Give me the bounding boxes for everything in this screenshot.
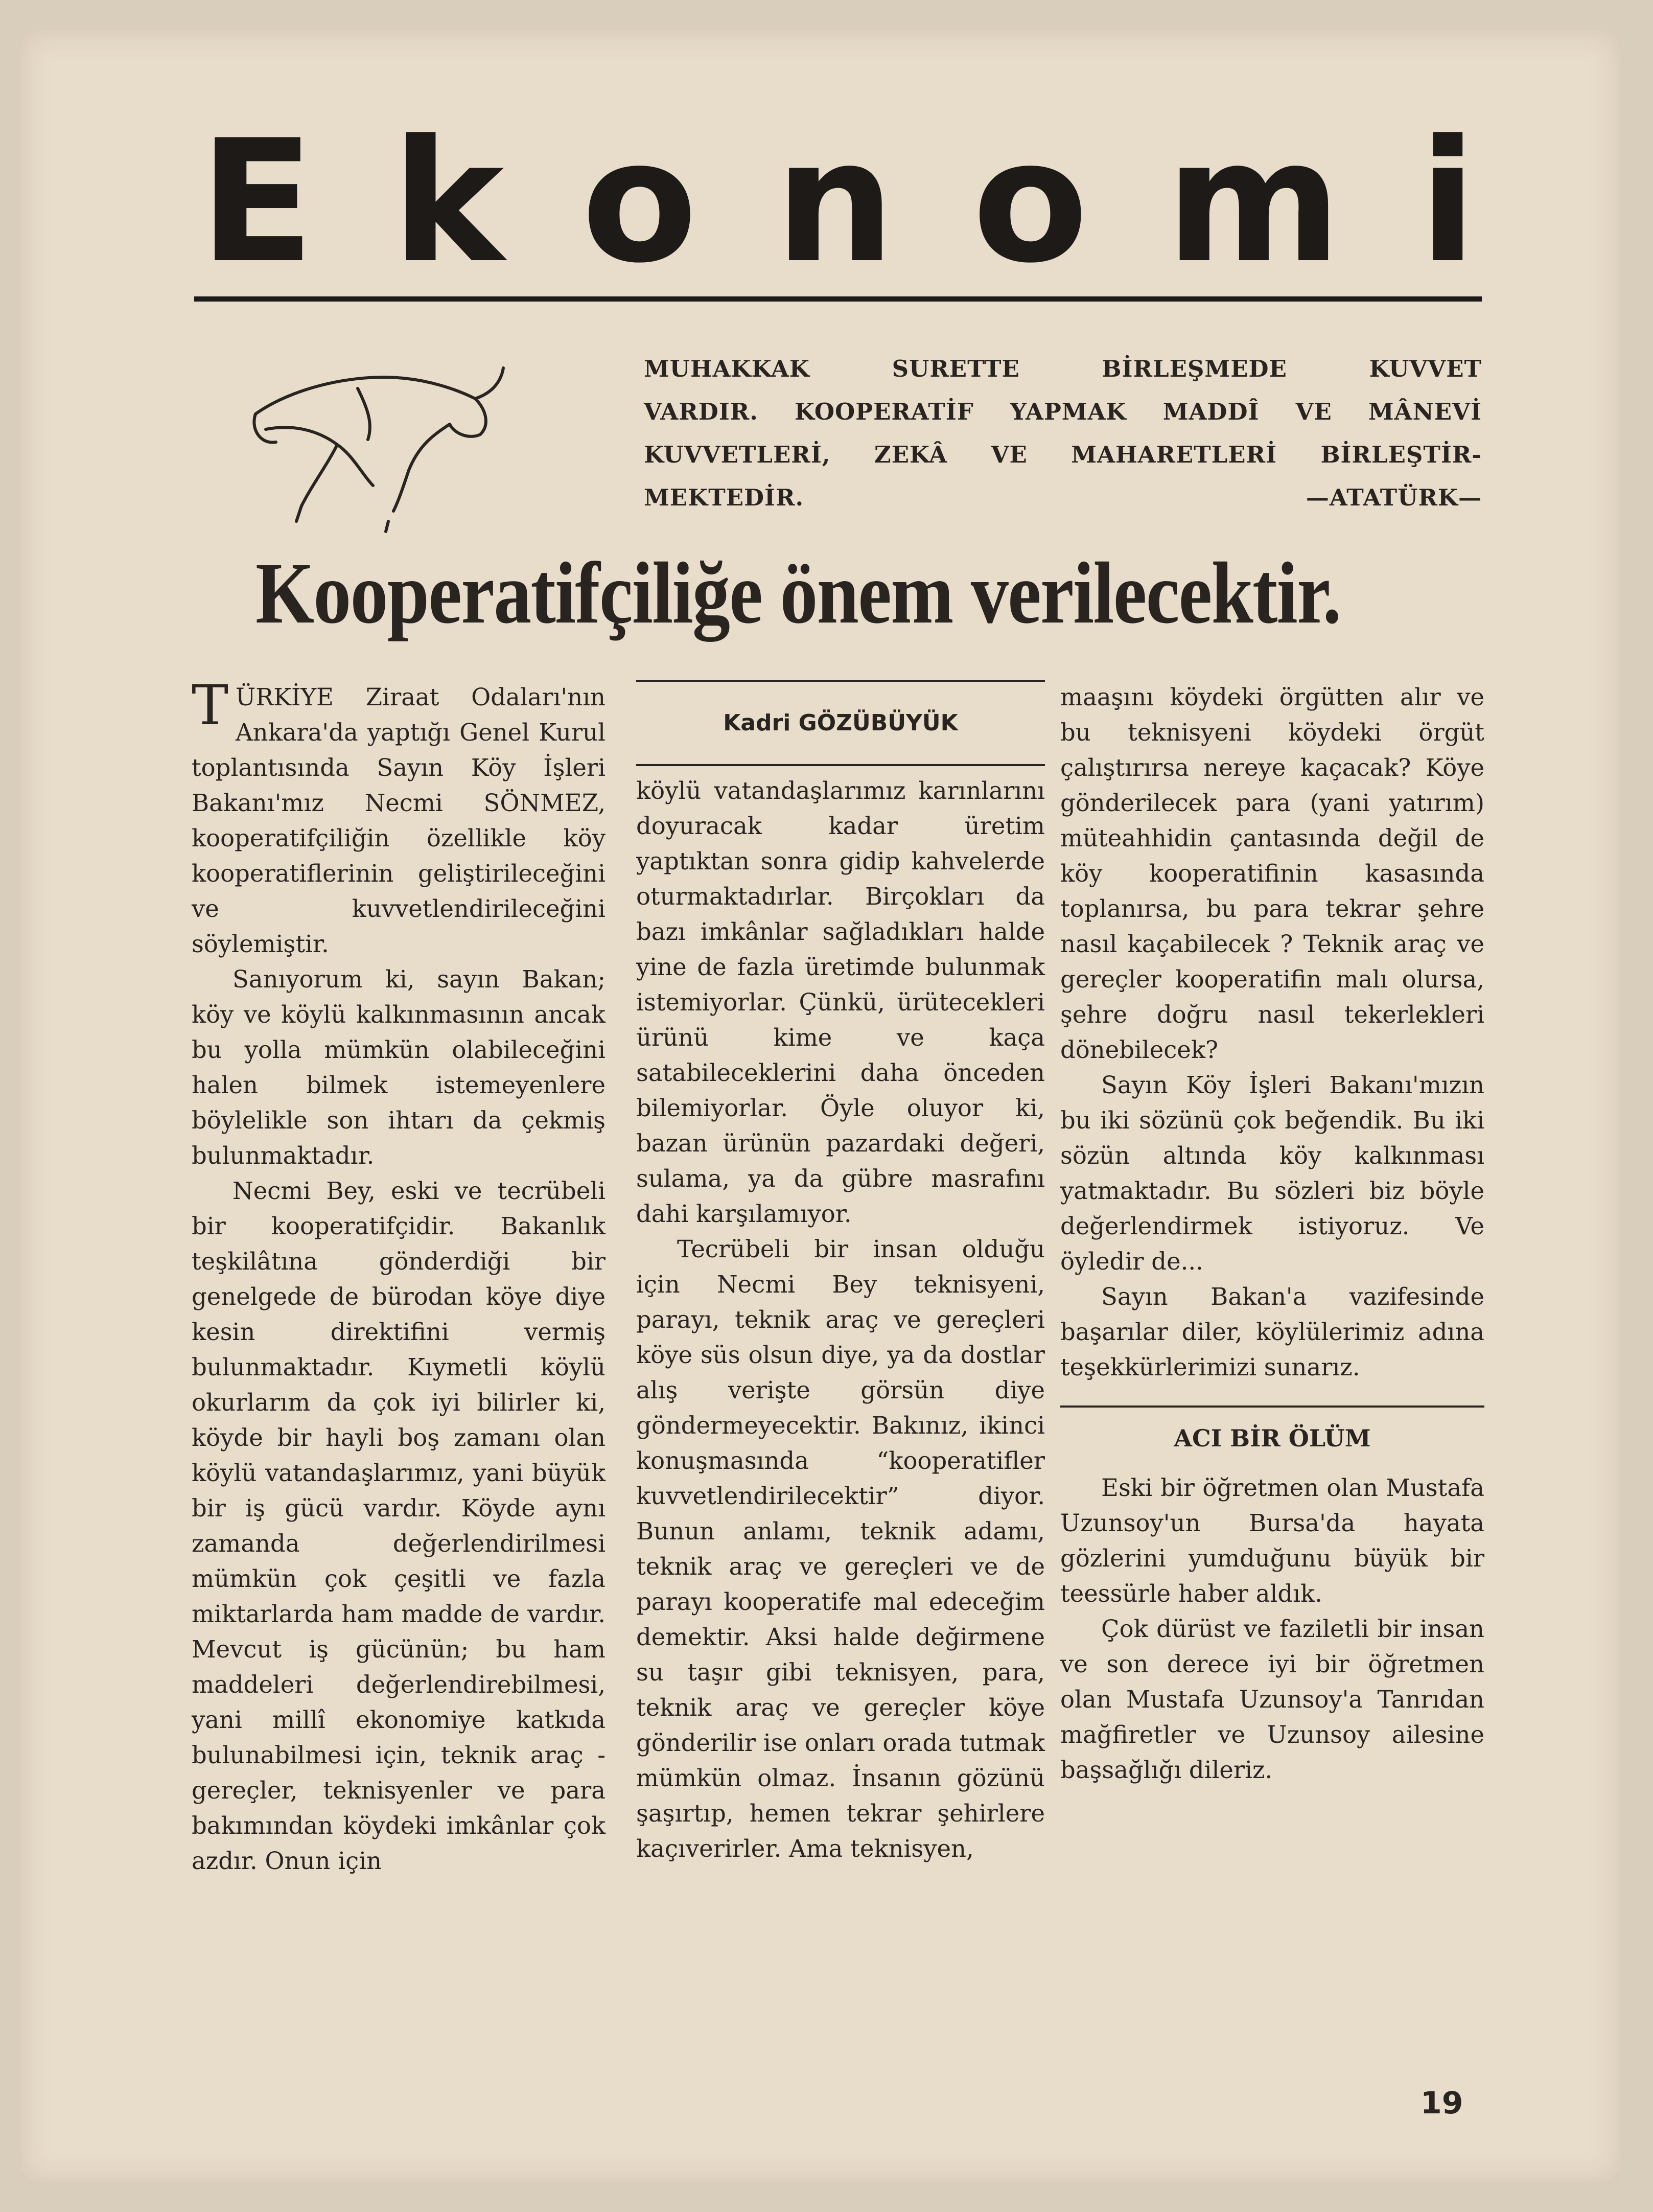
byline-rule-bottom	[636, 764, 1045, 766]
article-column-1	[192, 674, 606, 1879]
bull-illustration-icon	[235, 353, 521, 537]
paragraph: Çok dürüst ve faziletli bir insan ve son derece iyi bir öğretmen olan Mustafa Uzunsoy'a Tanrıdan mağfiretler ve Uzunsoy ailesine başsağlığı dileriz.	[1060, 1615, 1484, 1784]
section-letter: n	[775, 104, 895, 300]
quote-line: VARDIR. KOOPERATİF YAPMAK MADDÎ VE MÂNEVİ	[644, 398, 1482, 425]
section-letter: E	[199, 104, 315, 300]
section-letter: o	[581, 104, 697, 300]
author-byline: Kadri GÖZÜBÜYÜK	[723, 710, 958, 736]
obituary-title: ACI BİR ÖLÜM	[1174, 1424, 1371, 1452]
paragraph: maaşını köydeki örgütten alır ve bu teknisyeni köydeki örgüt çalıştırırsa nereye kaçacak? Köye gönderilecek para (yani yatırım) müteahhidin çantasında değil de köy kooperatifinin kasasında toplanırsa, bu para tekrar şehre nasıl kaçabilecek ? Teknik araç ve gereçler kooperatifin malı olursa, şehre doğru nasıl tekerlekleri dönebilecek?	[1060, 683, 1484, 1064]
paragraph: ÜRKİYE Ziraat Odaları'nın Ankara'da yaptığı Genel Kurul toplantısında Sayın Köy İşleri Bakanı'mız Necmi SÖNMEZ, kooperatifçiliğin özellikle köy kooperatiflerinin geliştirileceğini ve kuvvetlendirileceğini söylemiştir.	[192, 683, 606, 958]
section-title-underline	[194, 296, 1482, 302]
paragraph: Tecrübeli bir insan olduğu için Necmi Bey teknisyeni, parayı, teknik araç ve gereçleri köye süs olsun diye, ya da dostlar alış verişte görsün diye göndermeyecektir. Bakınız, ikinci konuşmasında “kooperatifler kuvvetlendirilecektir” diyor. Bunun anlamı, teknik adamı, teknik araç ve gereçleri ve de parayı kooperatife mal edeceğim demektir. Aksi halde değirmene su taşır gibi teknisyen, para, teknik araç ve gereçler köye gönderilir ise onları orada tutmak mümkün olmaz. İnsanın gözünü şaşırtıp, hemen tekrar şehirlere kaçıverirler. Ama teknisyen,	[636, 1235, 1045, 1862]
paragraph: Eski bir öğretmen olan Mustafa Uzunsoy'un Bursa'da hayata gözlerini yumduğunu büyük bir teessürle haber aldık.	[1060, 1474, 1484, 1607]
paragraph: Sayın Köy İşleri Bakanı'mızın bu iki sözünü çok beğendik. Bu iki sözün altında köy kalkınması yatmaktadır. Bu sözleri biz böyle değerlendirmek istiyoruz. Ve öyledir de...	[1060, 1071, 1484, 1275]
page-number: 19	[1421, 2085, 1463, 2121]
article-column-3	[1060, 680, 1484, 1788]
quote-line: MEKTEDİR.	[644, 484, 804, 511]
obituary-rule	[1060, 1405, 1484, 1408]
paragraph: Sayın Bakan'a vazifesinde başarılar diler, köylülerimiz adına teşekkürlerimizi sunarız.	[1060, 1283, 1484, 1381]
section-letter: m	[1166, 104, 1342, 300]
section-letter: k	[392, 104, 504, 300]
ataturk-quote	[644, 348, 1482, 476]
paragraph: köylü vatandaşlarımız karınlarını doyuracak kadar üretim yaptıktan sonra gidip kahvelerde oturmaktadırlar. Birçokları da bazı imkânlar sağladıkları halde yine de fazla üretimde bulunmak istemiyorlar. Çünkü, ürütecekleri ürünü kime ve kaça satabileceklerini daha önceden bilemiyorlar. Öyle oluyor ki, bazan ürünün pazardaki değeri, sulama, ya da gübre masrafını dahi karşılamıyor.	[636, 777, 1045, 1228]
article-column-2	[636, 680, 1045, 1867]
section-letter: o	[972, 104, 1088, 300]
section-title-ekonomi	[199, 104, 1477, 300]
quote-line: KUVVETLERİ, ZEKÂ VE MAHARETLERİ BİRLEŞTİR-	[644, 441, 1482, 468]
paragraph: Sanıyorum ki, sayın Bakan; köy ve köylü kalkınmasının ancak bu yolla mümkün olabileceğini halen bilmek istemeyenlere böylelikle son ihtarı da çekmiş bulunmaktadır.	[192, 965, 606, 1169]
byline-rule-top	[636, 680, 1045, 682]
section-letter: i	[1418, 104, 1477, 300]
quote-line: MUHAKKAK SURETTE BİRLEŞMEDE KUVVET	[644, 355, 1482, 382]
paragraph: Necmi Bey, eski ve tecrübeli bir kooperatifçidir. Bakanlık teşkilâtına gönderdiği bir genelgede de bürodan köye diye kesin direktifini vermiş bulunmaktadır. Kıymetli köylü okurlarım da çok iyi bilirler ki, köyde bir hayli boş zamanı olan köylü vatandaşlarımız, yani büyük bir iş gücü vardır. Köyde aynı zamanda değerlendirilmesi mümkün çok çeşitli ve fazla miktarlarda ham madde de vardır. Mevcut iş gücünün; bu ham maddeleri değerlendirebilmesi, yani millî ekonomiye katkıda bulunabilmesi için, teknik araç - gereçler, teknisyenler ve para bakımından köydeki imkânlar çok azdır. Onun için	[192, 1177, 606, 1875]
quote-last-line	[644, 476, 1482, 519]
article-headline: Kooperatifçiliğe önem verilecektir.	[255, 545, 1341, 642]
quote-attribution: —ATATÜRK—	[1306, 484, 1482, 511]
drop-cap: T	[192, 674, 229, 738]
